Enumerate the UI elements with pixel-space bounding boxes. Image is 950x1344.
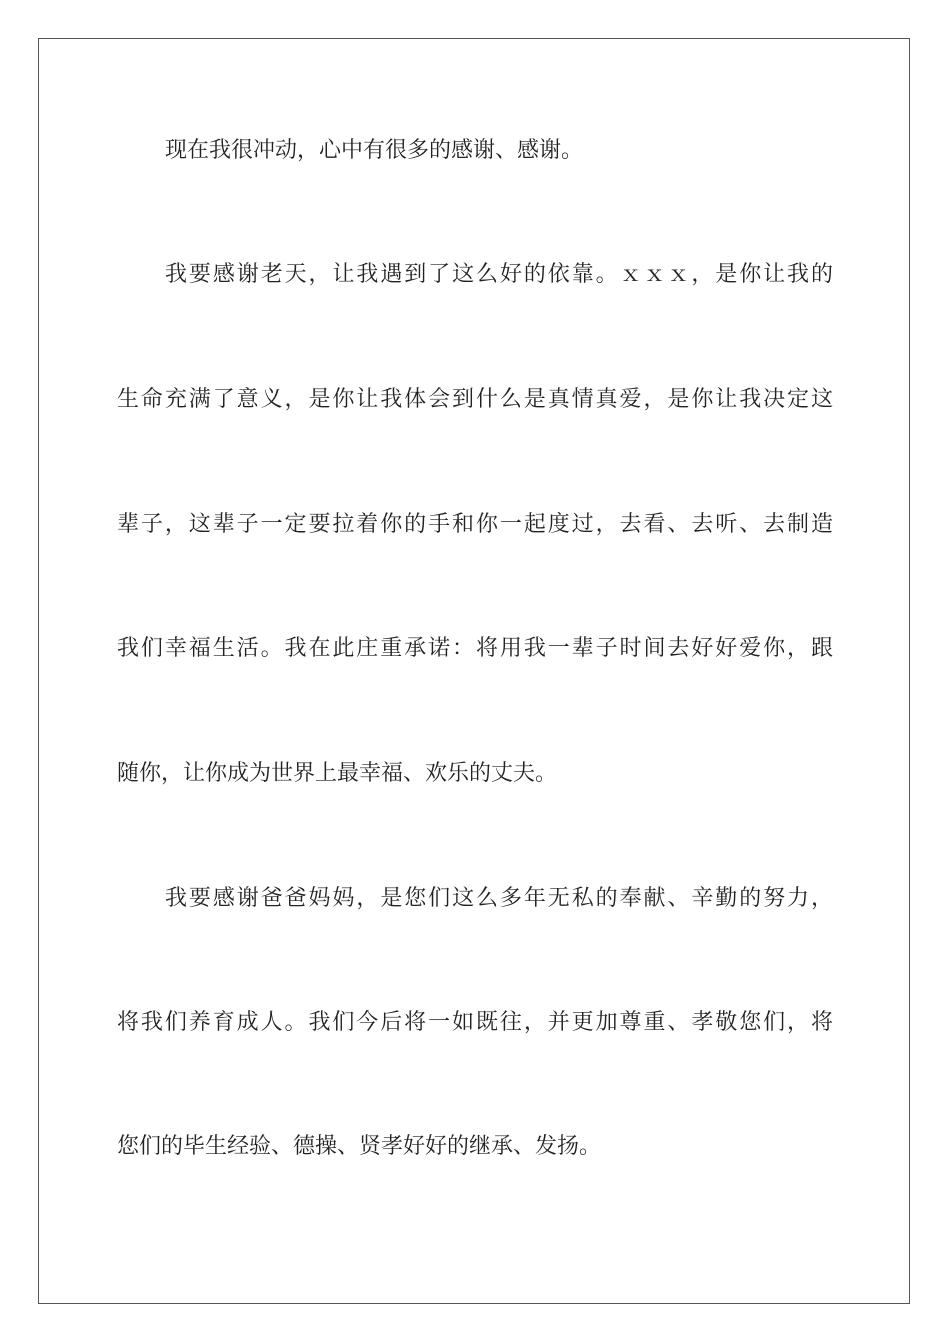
paragraph-2-line-4: 我们幸福生活。我在此庄重承诺：将用我一辈子时间去好好爱你，跟 — [117, 636, 833, 661]
paragraph-2-line-1: 我要感谢老天，让我遇到了这么好的依靠。ｘｘｘ，是你让我的 — [165, 262, 833, 287]
paragraph-2-line-3: 辈子，这辈子一定要拉着你的手和你一起度过，去看、去听、去制造 — [117, 512, 833, 537]
paragraph-3-line-2: 将我们养育成人。我们今后将一如既往，并更加尊重、孝敬您们，将 — [117, 1010, 833, 1035]
paragraph-3-line-1: 我要感谢爸爸妈妈，是您们这么多年无私的奉献、辛勤的努力， — [165, 886, 833, 911]
page-border — [38, 38, 910, 1304]
paragraph-2-line-5: 随你，让你成为世界上最幸福、欢乐的丈夫。 — [117, 761, 558, 786]
paragraph-1-line-1: 现在我很冲动，心中有很多的感谢、感谢。 — [165, 138, 584, 163]
paragraph-2-line-2: 生命充满了意义，是你让我体会到什么是真情真爱，是你让我决定这 — [117, 387, 833, 412]
paragraph-3-line-3: 您们的毕生经验、德操、贤孝好好的继承、发扬。 — [117, 1134, 602, 1159]
